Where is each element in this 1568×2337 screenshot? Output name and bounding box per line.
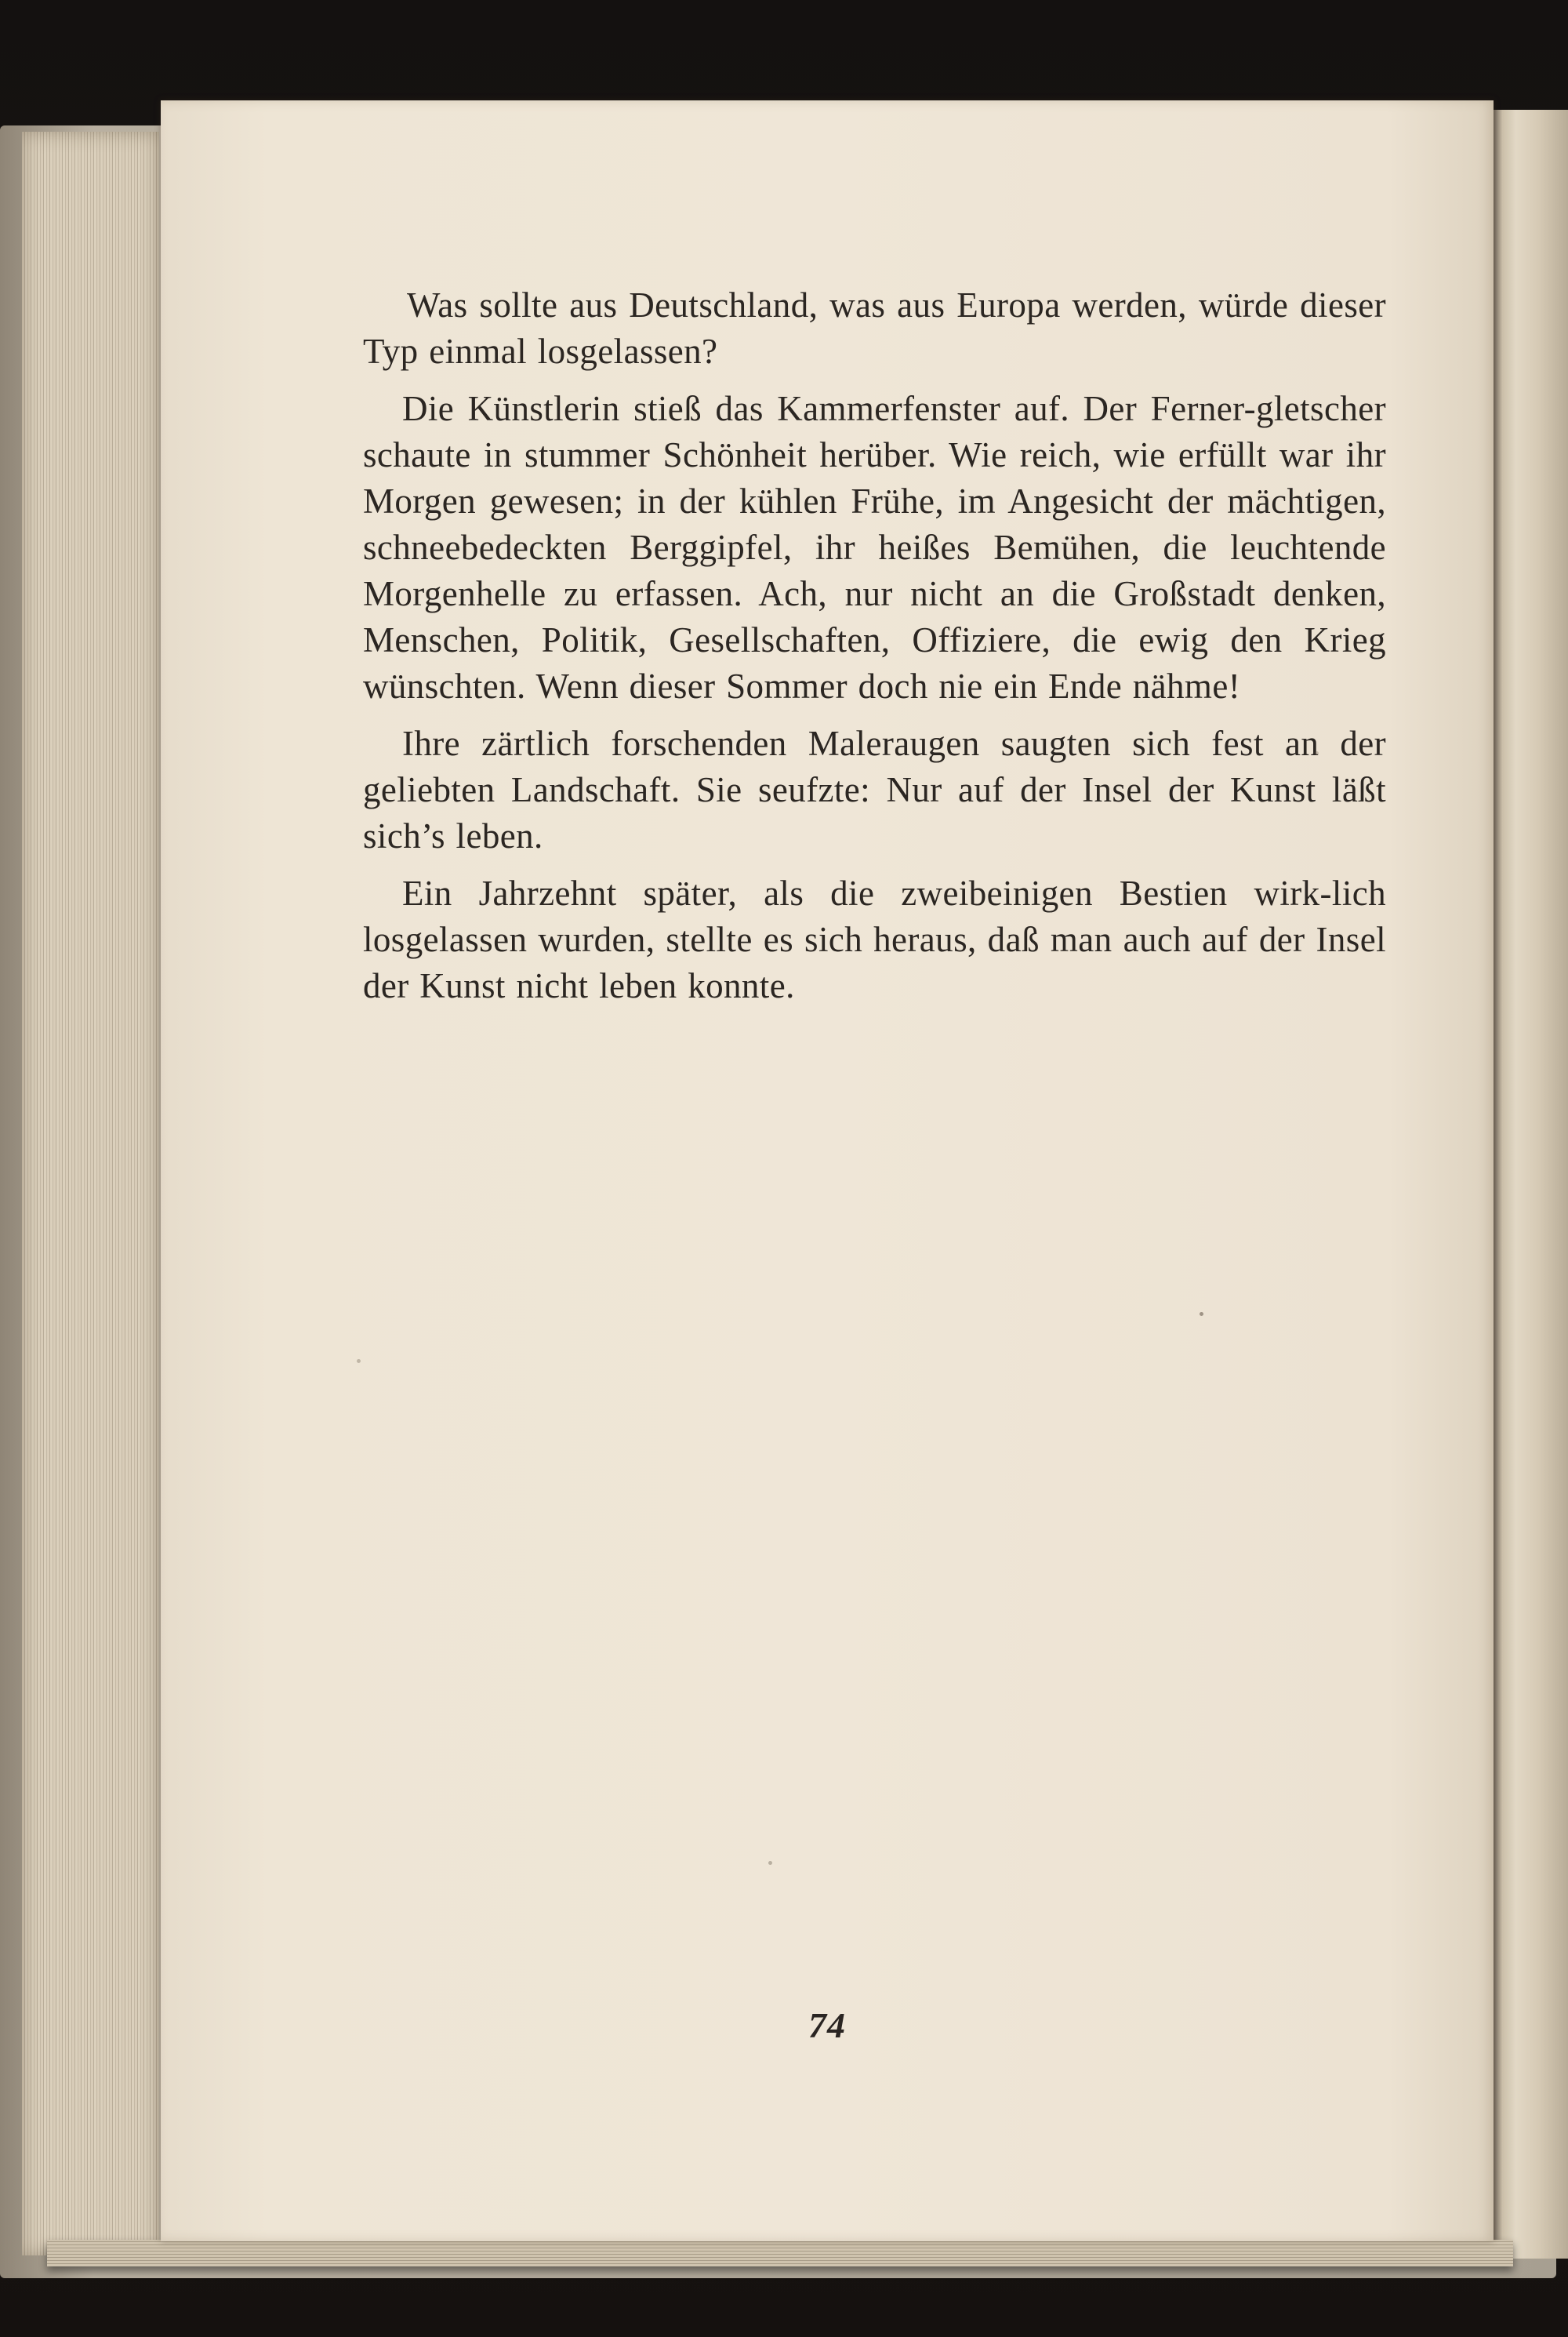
- page-edges-left: [22, 132, 159, 2255]
- paragraph-1: Was sollte aus Deutschland, was aus Europa werden, würde dieser Typ einmal losgelassen?: [363, 285, 1386, 371]
- paper-speck: [768, 1861, 772, 1865]
- paragraph-4: Ein Jahrzehnt später, als die zweibeinigen Bestien wirk-lich losgelassen wurden, stellte es sich heraus, daß man auch auf der Insel der Kunst nicht leben konnte.: [363, 874, 1386, 1005]
- paragraph-2: Die Künstlerin stieß das Kammerfenster auf. Der Ferner-gletscher schaute in stummer Schönheit herüber. Wie reich, wie erfüllt war ihr Morgen gewesen; in der kühlen Frühe, im Angesicht der mächtigen, schneebedeckten Berggipfel, ihr heißes Bemühen, die leuchtende Morgenhelle zu erfassen. Ach, nur nicht an die Großstadt denken, Menschen, Politik, Gesellschaften, Offiziere, die ewig den Krieg wünschten. Wenn dieser Sommer doch nie ein Ende nähme!: [363, 389, 1386, 706]
- paper-speck: [357, 1359, 361, 1363]
- body-text: [363, 282, 1386, 1020]
- book-page: [161, 100, 1494, 2241]
- page-edges-right: [1494, 110, 1568, 2259]
- page-edges-bottom: [47, 2240, 1513, 2266]
- paper-speck: [1200, 1312, 1203, 1316]
- paragraph-3: Ihre zärtlich forschenden Maleraugen saugten sich fest an der geliebten Landschaft. Sie seufzte: Nur auf der Insel der Kunst läßt sich’s leben.: [363, 724, 1386, 856]
- paper-speck: [1315, 751, 1319, 755]
- page-number: 74: [808, 2005, 846, 2045]
